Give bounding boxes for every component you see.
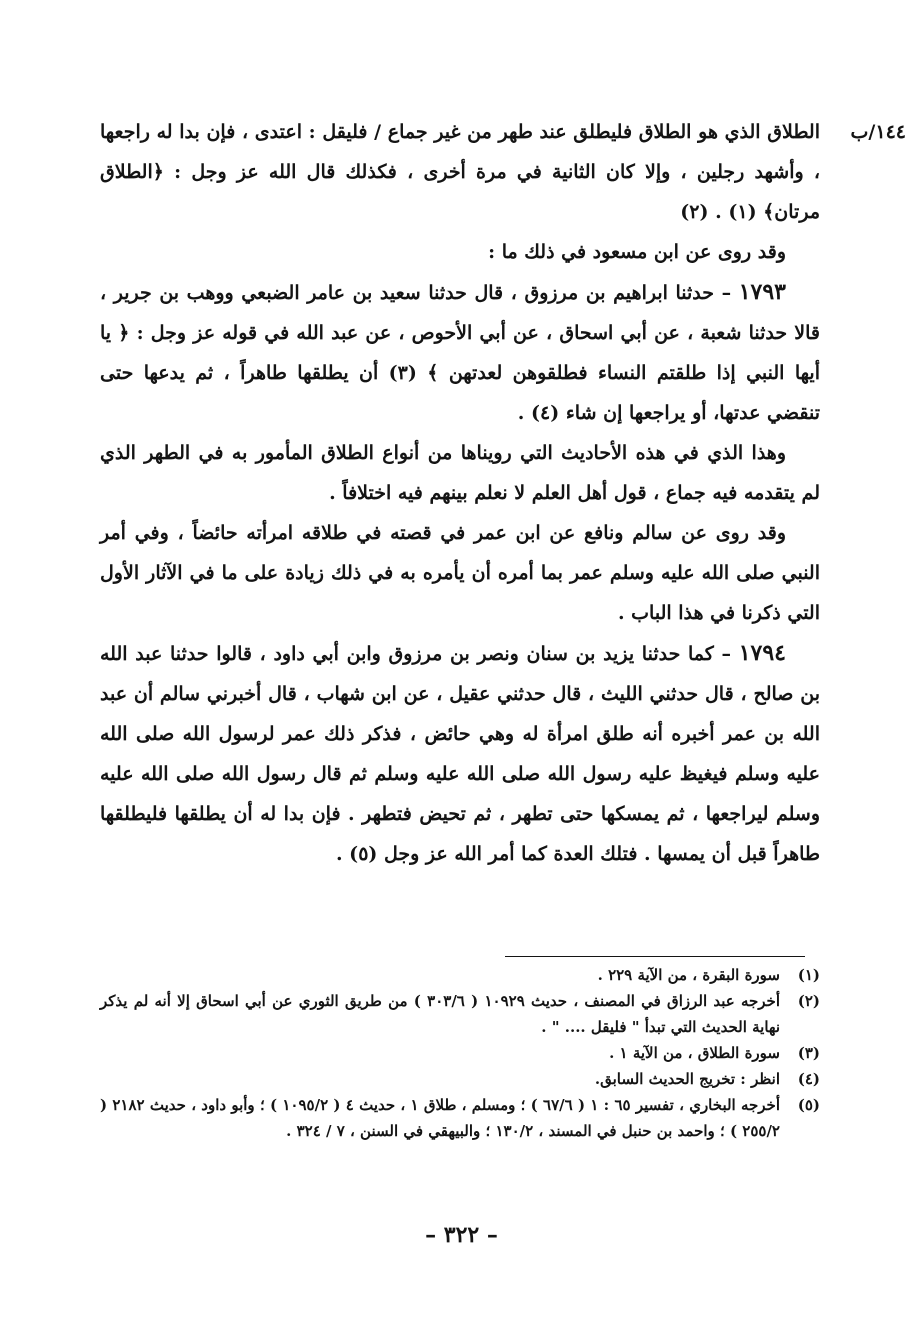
hadith-text: – حدثنا ابراهيم بن مرزوق ، قال حدثنا سعيد بن عامر الضبعي ووهب بن جرير ، قالا حدثنا شعبة ، عن أبي اسحاق ، عن أبي الأحوص ، عن عبد الله في قوله عز وجل : ﴿ يا أيها النبي إذا طلقتم النساء فطلقوهن لعدتهن ﴾ (٣) أن يطلقها طاهراً ، ثم يدعها حتى تنقضي عدتها، أو يراجعها إن شاء (٤) . (100, 282, 820, 424)
hadith-1793 (100, 272, 820, 433)
footnote-item (100, 962, 820, 988)
footnote-text: انظر : تخريج الحديث السابق. (594, 1070, 780, 1088)
hadith-number: ١٧٩٤ (738, 640, 786, 666)
paragraph-opening: الطلاق الذي هو الطلاق فليطلق عند طهر من غير جماع / فليقل : اعتدى ، فإن بدا له راجعها ، وأشهد رجلين ، وإلا كان الثانية في مرة أخرى ، فكذلك قال الله عز وجل : ﴿الطلاق مرتان﴾ (١) . (٢) (100, 121, 820, 223)
main-text (100, 112, 820, 874)
footnote-item (100, 1040, 820, 1066)
hadith-number: ١٧٩٣ (738, 279, 786, 305)
footnote-item (100, 1066, 820, 1092)
footnote-item (100, 1092, 820, 1144)
paragraph-salim-nafi: وقد روى عن سالم ونافع عن ابن عمر في قصته في طلاقه امرأته حائضاً ، وفي أمر النبي صلى الله عليه وسلم عمر بما أمره أن يأمره به في ذلك زيادة على ما في الآثار الأول التي ذكرنا في هذا الباب . (100, 522, 820, 624)
footnotes (100, 962, 820, 1144)
hadith-text: – كما حدثنا يزيد بن سنان ونصر بن مرزوق وابن أبي داود ، قالوا حدثنا عبد الله بن صالح ، قال حدثني الليث ، قال حدثني عقيل ، عن ابن شهاب ، قال أخبرني سالم أن عبد الله بن عمر أخبره أنه طلق امرأة له وهي حائض ، فذكر ذلك عمر لرسول الله صلى الله عليه وسلم فيغيظ عليه رسول الله صلى الله عليه وسلم ثم قال رسول الله صلى الله عليه وسلم ليراجعها ، ثم يمسكها حتى تطهر ، ثم تحيض فتطهر . فإن بدا له أن يطلقها فليطلقها طاهراً قبل أن يمسها . فتلك العدة كما أمر الله عز وجل (٥) . (100, 643, 820, 865)
footnote-item (100, 988, 820, 1040)
paragraph-ibn-masud: وقد روى عن ابن مسعود في ذلك ما : (488, 241, 786, 263)
footnote-text: سورة الطلاق ، من الآية ١ . (609, 1044, 780, 1062)
footnote-divider (505, 956, 805, 957)
page-number: – ٣٢٢ – (425, 1222, 498, 1248)
footnote-number: (٥) (797, 1096, 820, 1114)
footnote-text: أخرجه عبد الرزاق في المصنف ، حديث ١٠٩٢٩ ( ٣٠٣/٦ ) من طريق الثوري عن أبي اسحاق إلا أنه لم يذكر نهاية الحديث التي تبدأ " فليقل .... " . (100, 992, 781, 1036)
footnote-text: أخرجه البخاري ، تفسير ٦٥ : ١ ( ٦٧/٦ ) ؛ ومسلم ، طلاق ١ ، حديث ٤ ( ١٠٩٥/٢ ) ؛ وأبو داود ، حديث ٢١٨٢ ( ٢٥٥/٢ ) ؛ واحمد بن حنبل في المسند ، ١٣٠/٢ ؛ والبيهقي في السنن ، ٧ / ٣٢٤ . (100, 1096, 781, 1140)
footnote-number: (١) (797, 966, 820, 984)
footnote-text: سورة البقرة ، من الآية ٢٢٩ . (597, 966, 780, 984)
manuscript-folio-marker: ١٤٤/ب (850, 121, 906, 143)
footnote-number: (٣) (797, 1044, 820, 1062)
footnote-number: (٢) (797, 992, 820, 1010)
hadith-1794 (100, 633, 820, 874)
footnote-number: (٤) (797, 1070, 820, 1088)
paragraph-scholars-consensus: وهذا الذي في هذه الأحاديث التي رويناها من أنواع الطلاق المأمور به في الطهر الذي لم يتقدمه فيه جماع ، قول أهل العلم لا نعلم بينهم فيه اختلافاً . (100, 442, 820, 504)
